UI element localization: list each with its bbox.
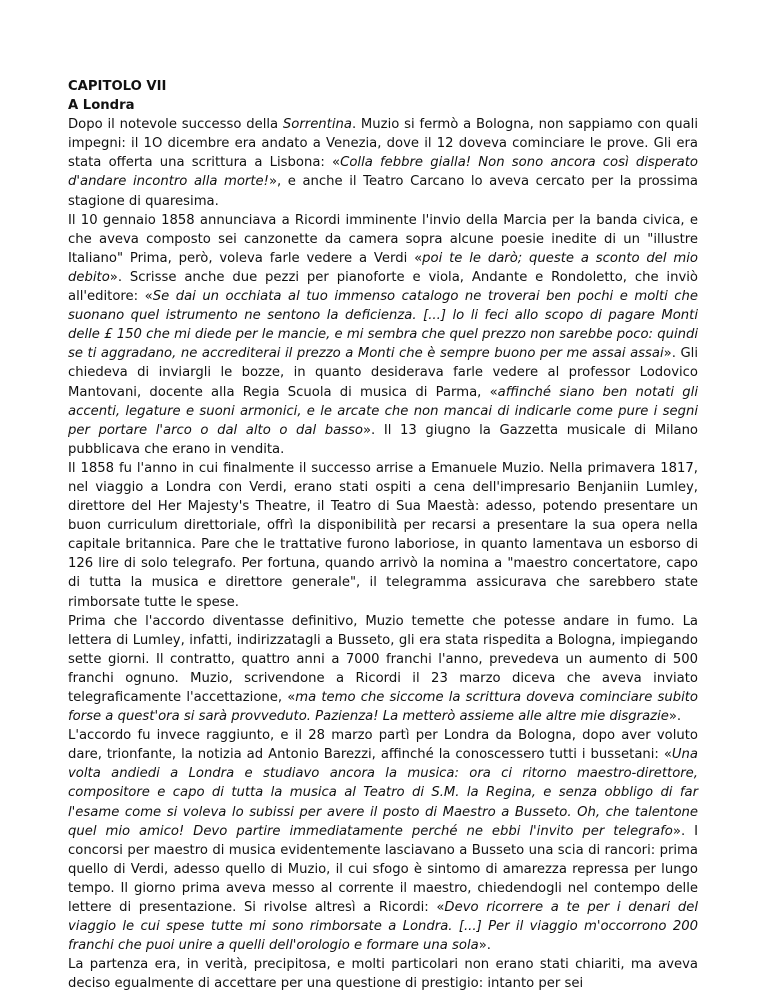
paragraph	[68, 955, 698, 993]
text-run: ». Scrisse anche due pezzi per pianoforte e viola, Andante e Rondoletto, che inviò all'editore: «	[68, 269, 698, 305]
quoted-text: Se dai un occhiata al tuo immenso catalogo ne troverai ben pochi e molti che suonano quel istrumento ne sentono la deficienza. [...] lo li feci allo scopo di pagare Monti delle £ 150 che mi diede per le mancie, e mi sembra che quel prezzo non sarebbe poco: quindi se ti aggradano, ne accrediterai il prezzo a Monti che è sempre buono per me assai assai	[68, 289, 699, 362]
text-run: Il 1858 fu l'anno in cui finalmente il successo arrise a Emanuele Muzio. Nella primavera 1817, nel viaggio a Londra con Verdi, erano stati ospiti a cena dell'impresario Benjaniin Lumley, direttore del Her Majesty's Theatre, il Teatro di Sua Maestà: adesso, potendo presentare un buon curriculum direttoriale, offrì la disponibilità per recarsi a presentare la sua opera nella capitale britannica. Pare che le trattative furono laboriose, in quanto lamentava un esborso di 126 lire di solo telegrafo. Per fortuna, quando arrivò la nomina a "maestro concertatore, capo di tutta la musica e direttore generale", il telegramma assicurava che sarebbero state rimborsate tutte le spese.	[68, 460, 698, 610]
quoted-text: poi te le darò; queste a sconto del mio debito	[68, 250, 698, 285]
quoted-text: ma temo che siccome la scrittura doveva cominciare subito forse a quest'ora si sarà provveduto. Pazienza! La metterò assieme alle altre mie disgrazie	[68, 690, 698, 725]
text-run: L'accordo fu invece raggiunto, e il 28 marzo partì per Londra da Bologna, dopo aver voluto dare, trionfante, la notizia ad Antonio Barezzi, affinché la conoscessero tutti i bussetani: «	[68, 728, 698, 763]
quoted-text: Una volta andiedi a Londra e studiavo ancora la musica: ora ci ritorno maestro-direttore, compositore e capo di tutta la musica al Teatro di S.M. la Regina, e senza obbligo di far l'esame come si voleva lo subissi per avere il posto di Maestro a Busseto. Oh, che talentone quel mio amico! Devo partire immediatamente perché ne ebbi l'invito per telegrafo	[68, 747, 698, 839]
quoted-text: Colla febbre gialla! Non sono ancora così disperato d'andare incontro alla morte!	[68, 155, 699, 190]
quoted-text: Devo ricorrere a te per i denari del viaggio le cui spese tutte mi sono rimborsate a Londra. [...] Per il viaggio m'occorrono 200 franchi che puoi unire a quelli dell'orologio e formare una sola	[68, 900, 698, 954]
text-run: ».	[478, 938, 491, 954]
text-run: Dopo il notevole successo della	[68, 117, 283, 133]
quoted-text: affinché siano ben notati gli accenti, legature e suoni armonici, e le arcate che non mancai di indicarle come pure i segni per portare l'arco o dal alto o dal basso	[68, 384, 698, 438]
text-run: La partenza era, in verità, precipitosa, e molti particolari non erano stati chiariti, ma aveva deciso egualmente di accettare per una questione di prestigio: intanto per sei	[68, 957, 698, 992]
document-page	[68, 77, 698, 994]
paragraph	[68, 115, 698, 210]
quoted-text: Sorrentina	[282, 117, 352, 133]
paragraph	[68, 726, 698, 955]
text-run: Il 10 gennaio 1858 annunciava a Ricordi imminente l'invio della Marcia per la banda civica, e che aveva composto sei canzonette da camera sopra alcune poesie inedite di un "illustre Italiano" Prima, però, voleva farle vedere a Verdi «	[68, 212, 698, 266]
body-text	[68, 115, 698, 993]
chapter-heading: CAPITOLO VII	[68, 79, 167, 94]
paragraph	[68, 612, 698, 727]
text-run: ». I concorsi per maestro di musica evidentemente lasciavano a Busseto una scia di rancori: prima quello di Verdi, adesso quello di Muzio, il cui sfogo è sintomo di amarezza repressa per lungo tempo. Il giorno prima aveva messo al corrente il maestro, chiedendogli nel contempo delle lettere di presentazione. Si rivolse altresì a Ricordi: «	[68, 823, 698, 916]
text-run: Prima che l'accordo diventasse definitivo, Muzio temette che potesse andare in fumo. La lettera di Lumley, infatti, indirizzatagli a Busseto, gli era stata rispedita a Bologna, impiegando sette giorni. Il contratto, quattro anni a 7000 franchi l'anno, prevedeva un aumento di 500 franchi ognuno. Muzio, scrivendone a Ricordi il 23 marzo diceva che aveva inviato telegraficamente l'accettazione, «	[68, 613, 698, 705]
text-run: ». Il 13 giugno la Gazzetta musicale di Milano pubblicava che erano in vendita.	[68, 422, 698, 457]
text-run: ».	[668, 709, 682, 725]
paragraph	[68, 459, 698, 612]
text-run: . Muzio si fermò a Bologna, non sappiamo con quali impegni: il 1O dicembre era andato a Venezia, dove il 12 doveva cominciare le prove. Gli era stata offerta una scrittura a Lisbona: «	[68, 117, 699, 171]
paragraph	[68, 211, 698, 459]
text-run: », e anche il Teatro Carcano lo aveva cercato per la prossima stagione di quaresima.	[68, 174, 698, 209]
text-run: ». Gli chiedeva di inviargli le bozze, in quanto desiderava farle vedere al professor Lodovico Mantovani, docente alla Regia Scuola di musica di Parma, «	[68, 346, 699, 400]
chapter-subtitle: A Londra	[68, 98, 135, 114]
